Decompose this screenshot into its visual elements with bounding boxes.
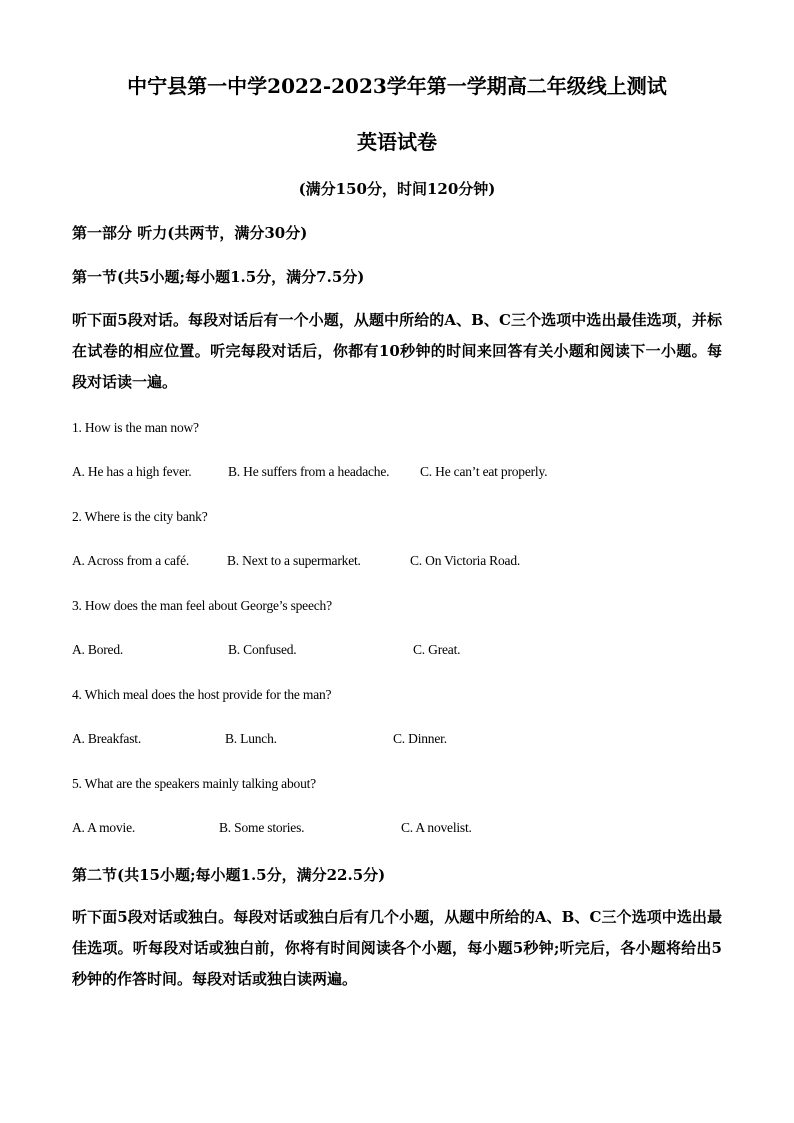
option-c: C. Dinner. — [393, 731, 447, 746]
question-4-options — [72, 731, 732, 751]
question-1: 1. How is the man now? — [72, 420, 199, 435]
option-c: C. He can’t eat properly. — [420, 464, 548, 479]
section1-heading: 第一节(共5小题;每小题1.5分，满分7.5分) — [72, 268, 365, 286]
question-2: 2. Where is the city bank? — [72, 509, 208, 524]
option-a: A. Across from a café. — [72, 553, 190, 568]
part1-heading: 第一部分 听力(共两节，满分30分) — [72, 224, 308, 242]
option-b: B. Confused. — [228, 642, 297, 657]
option-b: B. Lunch. — [225, 731, 277, 746]
option-a: A. Breakfast. — [72, 731, 142, 746]
question-1-options — [72, 464, 732, 484]
question-3: 3. How does the man feel about George’s speech? — [72, 598, 332, 613]
option-a: A. A movie. — [72, 820, 136, 835]
section2-heading: 第二节(共15小题;每小题1.5分，满分22.5分) — [72, 866, 386, 884]
option-b: B. Next to a supermarket. — [227, 553, 361, 568]
question-4: 4. Which meal does the host provide for the man? — [72, 687, 332, 702]
option-a: A. He has a high fever. — [72, 464, 192, 479]
question-5-options — [72, 820, 732, 840]
exam-title: 中宁县第一中学2022-2023学年第一学期高二年级线上测试 — [127, 74, 667, 98]
question-5: 5. What are the speakers mainly talking about? — [72, 776, 316, 791]
option-c: C. Great. — [413, 642, 461, 657]
option-c: C. On Victoria Road. — [410, 553, 521, 568]
score-time-note: (满分150分，时间120分钟) — [298, 180, 496, 198]
option-b: B. He suffers from a headache. — [228, 464, 390, 479]
question-3-options — [72, 642, 732, 662]
exam-subject: 英语试卷 — [357, 130, 437, 154]
option-a: A. Bored. — [72, 642, 124, 657]
section1-instructions: 听下面5段对话。每段对话后有一个小题，从题中所给的A、B、C三个选项中选出最佳选项，并标在试卷的相应位置。听完每段对话后，你都有10秒钟的时间来回答有关小题和阅读下一小题。每段对话读一遍。 — [72, 311, 722, 391]
option-b: B. Some stories. — [219, 820, 305, 835]
section2-instructions: 听下面5段对话或独白。每段对话或独白后有几个小题，从题中所给的A、B、C三个选项中选出最佳选项。听每段对话或独白前，你将有时间阅读各个小题，每小题5秒钟;听完后，各小题将给出5秒钟的作答时间。每段对话或独白读两遍。 — [72, 908, 722, 988]
question-2-options — [72, 553, 732, 573]
option-c: C. A novelist. — [401, 820, 472, 835]
